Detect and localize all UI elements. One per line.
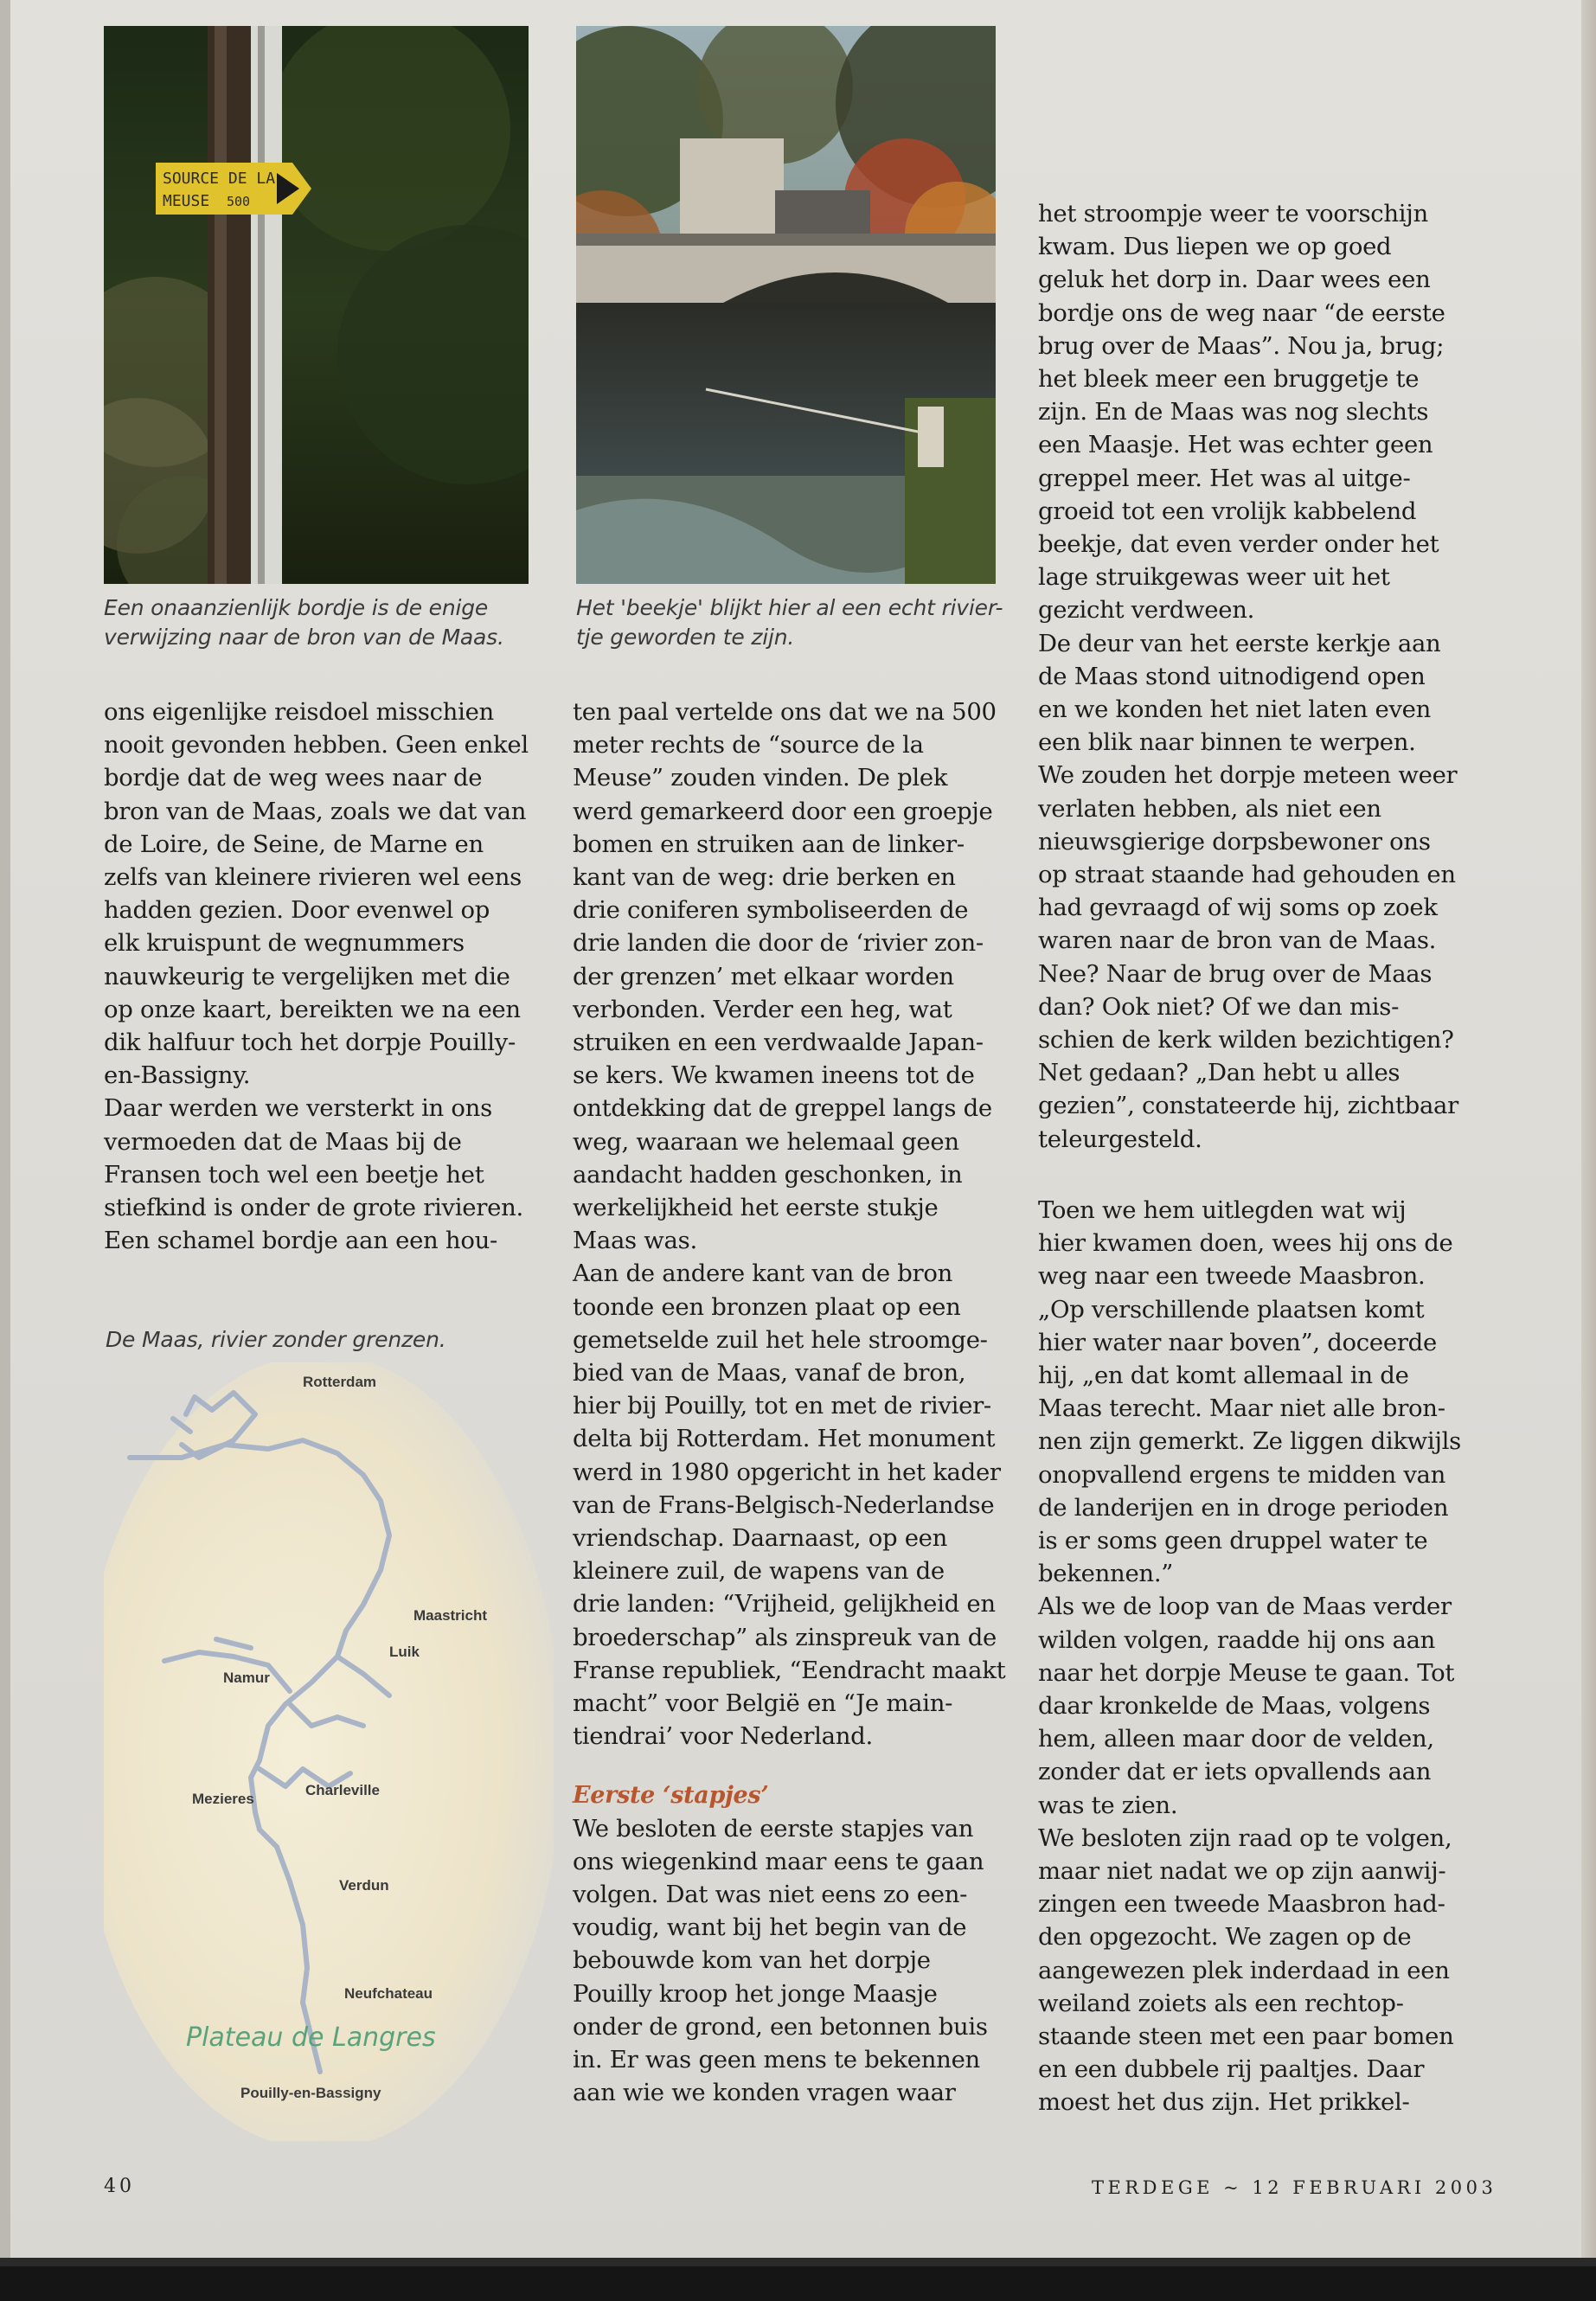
text-line: nauwkeurig te vergelijken met die — [104, 962, 510, 990]
map-maas — [104, 1362, 554, 2141]
text-line: op onze kaart, bereikten we na een — [104, 995, 521, 1023]
maas-map — [104, 1362, 554, 2141]
text-line: beekje, dat even verder onder het — [1038, 530, 1439, 559]
map-label-charleville: Charleville — [305, 1782, 380, 1798]
text-line: bron van de Maas, zoals we dat van — [104, 797, 527, 825]
scan-edge-right — [1581, 0, 1596, 2301]
text-line: stiefkind is onder de grote rivieren. — [104, 1194, 523, 1222]
text-line: We zouden het dorpje meteen weer — [1038, 761, 1458, 790]
caption-line: tje geworden te zijn. — [576, 625, 795, 650]
text-line: en we konden het niet laten even — [1038, 695, 1432, 724]
text-line: hier kwamen doen, wees hij ons de — [1038, 1229, 1453, 1258]
caption-line: Het 'beekje' blijkt hier al een echt rivier- — [576, 595, 1003, 620]
text-line: weg, waaraan we helemaal geen — [573, 1127, 959, 1156]
photo-signpost — [104, 26, 529, 584]
text-line: gemetselde zuil het hele stroomge- — [573, 1325, 988, 1354]
text-line: bekennen.” — [1038, 1560, 1174, 1588]
text-line: had gevraagd of wij soms op zoek — [1038, 894, 1438, 922]
text-line: drie landen: “Vrijheid, gelijkheid en — [573, 1590, 996, 1618]
map-label-pouilly: Pouilly-en-Bassigny — [240, 2085, 381, 2101]
map-label-mezieres: Mezieres — [192, 1791, 254, 1807]
text-line: Maas terecht. Maar niet alle bron- — [1038, 1394, 1445, 1423]
text-line: naar het dorpje Meuse te gaan. Tot — [1038, 1658, 1455, 1687]
text-line: het stroompje weer te voorschijn — [1038, 200, 1428, 228]
text-line: geluk het dorp in. Daar wees een — [1038, 266, 1431, 294]
map-label-plateau: Plateau de Langres — [186, 2022, 436, 2053]
map-label-verdun: Verdun — [339, 1877, 389, 1894]
page-number: 40 — [104, 2176, 135, 2197]
signpost-illustration — [104, 26, 529, 584]
text-line: elk kruispunt de wegnummers — [104, 929, 465, 958]
text-line: Aan de andere kant van de bron — [573, 1259, 953, 1288]
text-line: Meuse” zouden vinden. De plek — [573, 764, 948, 792]
text-line: en-Bassigny. — [104, 1061, 251, 1090]
text-line: den opgezocht. We zagen op de — [1038, 1923, 1412, 1952]
text-line: aangewezen plek inderdaad in een — [1038, 1956, 1450, 1984]
column-3-text — [1038, 197, 1522, 2119]
text-line: is er soms geen druppel water te — [1038, 1526, 1428, 1554]
text-line: We besloten de eerste stapjes van — [573, 1814, 974, 1843]
text-line: bied van de Maas, vanaf de bron, — [573, 1359, 966, 1388]
text-line: Als we de loop van de Maas verder — [1038, 1593, 1452, 1621]
map-label-namur: Namur — [223, 1670, 270, 1686]
text-line: hier water naar boven”, doceerde — [1038, 1328, 1437, 1356]
text-line: drie coniferen symboliseerden de — [573, 896, 969, 925]
map-label-luik: Luik — [389, 1644, 420, 1660]
column-1-text — [104, 695, 554, 1257]
text-line: nen zijn gemerkt. Ze liggen dikwijls — [1038, 1427, 1461, 1456]
map-label-neufchateau: Neufchateau — [344, 1985, 433, 2002]
text-line: het bleek meer een bruggetje te — [1038, 365, 1420, 394]
text-line: hadden gezien. Door evenwel op — [104, 896, 490, 925]
text-line: groeid tot een vrolijk kabbelend — [1038, 497, 1417, 525]
paragraph-spacer — [1038, 1156, 1522, 1194]
photo-bridge — [576, 26, 996, 584]
text-line: aan wie we konden vragen waar — [573, 2079, 956, 2107]
text-line: drie landen die door de ‘rivier zon- — [573, 929, 984, 958]
text-line: vriendschap. Daarnaast, op een — [573, 1524, 948, 1553]
text-line: delta bij Rotterdam. Het monument — [573, 1425, 996, 1453]
sign-text-line2: MEUSE — [163, 192, 210, 210]
text-line: de landerijen en in droge perioden — [1038, 1493, 1449, 1522]
text-line: van de Frans-Belgisch-Nederlandse — [573, 1490, 995, 1519]
scan-edge-left — [0, 0, 10, 2301]
text-line: Franse republiek, “Eendracht maakt — [573, 1656, 1006, 1684]
text-line: de Maas stond uitnodigend open — [1038, 662, 1426, 690]
text-line: De deur van het eerste kerkje aan — [1038, 629, 1441, 657]
text-line: broederschap” als zinspreuk van de — [573, 1623, 997, 1651]
text-line: een blik naar binnen te werpen. — [1038, 728, 1416, 757]
text-line: ten paal vertelde ons dat we na 500 — [573, 698, 997, 726]
text-line: nooit gevonden hebben. Geen enkel — [104, 731, 529, 760]
text-line: gezien”, constateerde hij, zichtbaar — [1038, 1092, 1458, 1120]
text-line: dik halfuur toch het dorpje Pouilly- — [104, 1029, 516, 1057]
text-line: kwam. Dus liepen we op goed — [1038, 233, 1392, 261]
text-line: zijn. En de Maas was nog slechts — [1038, 398, 1429, 426]
text-line: hier bij Pouilly, tot en met de rivier- — [573, 1392, 991, 1420]
photo-bridge-caption — [576, 593, 1009, 652]
text-line: teleurgesteld. — [1038, 1125, 1202, 1153]
text-line: wilden volgen, raadde hij ons aan — [1038, 1625, 1436, 1654]
scan-edge-bottom — [0, 2266, 1596, 2301]
text-line: schien de kerk wilden bezichtigen? — [1038, 1026, 1454, 1054]
text-line: nieuwsgierige dorpsbewoner ons — [1038, 827, 1431, 856]
bridge-illustration — [576, 26, 996, 584]
text-line: in. Er was geen mens te bekennen — [573, 2045, 980, 2073]
photo-signpost-caption — [104, 593, 536, 652]
text-line: brug over de Maas”. Nou ja, brug; — [1038, 331, 1445, 360]
text-line: onder de grond, een betonnen buis — [573, 2012, 988, 2041]
text-line: verlaten hebben, als niet een — [1038, 794, 1381, 823]
text-line: Pouilly kroop het jonge Maasje — [573, 1979, 938, 2008]
text-line: was te zien. — [1038, 1791, 1178, 1819]
text-line: der grenzen’ met elkaar worden — [573, 962, 954, 990]
text-line: hij, „en dat komt allemaal in de — [1038, 1361, 1409, 1389]
magazine-footer: TERDEGE ~ 12 FEBRUARI 2003 — [1092, 2177, 1497, 2198]
text-line: en een dubbele rij paaltjes. Daar — [1038, 2055, 1425, 2084]
text-line: hem, alleen maar door de velden, — [1038, 1725, 1434, 1753]
text-line: de Loire, de Seine, de Marne en — [104, 830, 484, 858]
text-line: Toen we hem uitlegden wat wij — [1038, 1195, 1407, 1224]
text-line: daar kronkelde de Maas, volgens — [1038, 1691, 1431, 1720]
text-line: bebouwde kom van het dorpje — [573, 1946, 931, 1975]
text-line: werd gemarkeerd door een groepje — [573, 797, 993, 825]
caption-line: Een onaanzienlijk bordje is de enige — [104, 595, 489, 620]
text-line: waren naar de bron van de Maas. — [1038, 926, 1437, 955]
text-line: ontdekking dat de greppel langs de — [573, 1094, 992, 1123]
text-line: bordje ons de weg naar “de eerste — [1038, 298, 1445, 327]
text-line: ons wiegenkind maar eens te gaan — [573, 1847, 984, 1875]
text-line: op straat staande had gehouden en — [1038, 861, 1456, 889]
text-line: werd in 1980 opgericht in het kader — [573, 1458, 1001, 1486]
text-line: bomen en struiken aan de linker- — [573, 830, 965, 858]
text-line: Daar werden we versterkt in ons — [104, 1094, 492, 1123]
text-line: lage struikgewas weer uit het — [1038, 563, 1390, 592]
text-line: vermoeden dat de Maas bij de — [104, 1127, 462, 1156]
text-line: aandacht hadden geschonken, in — [573, 1160, 963, 1189]
map-caption: De Maas, rivier zonder grenzen. — [106, 1327, 446, 1352]
map-label-rotterdam: Rotterdam — [303, 1374, 377, 1390]
text-line: toonde een bronzen plaat op een — [573, 1292, 961, 1321]
text-line: kant van de weg: drie berken en — [573, 863, 956, 892]
text-line: een Maasje. Het was echter geen — [1038, 431, 1433, 459]
text-line: werkelijkheid het eerste stukje — [573, 1194, 939, 1222]
sign-distance: 500 — [227, 194, 251, 209]
text-line: ons eigenlijke reisdoel misschien — [104, 698, 494, 726]
text-line: „Op verschillende plaatsen komt — [1038, 1295, 1425, 1324]
text-line: tiendrai’ voor Nederland. — [573, 1722, 873, 1751]
text-line: gezicht verdween. — [1038, 596, 1255, 625]
text-line: weg naar een tweede Maasbron. — [1038, 1262, 1426, 1291]
sign-text-line1: SOURCE DE LA — [163, 170, 276, 188]
text-line: zonder dat er iets opvallends aan — [1038, 1758, 1432, 1786]
text-line: bordje dat de weg wees naar de — [104, 764, 483, 792]
text-line: meter rechts de “source de la — [573, 731, 924, 760]
text-line: kleinere zuil, de wapens van de — [573, 1557, 945, 1586]
text-line: moest het dus zijn. Het prikkel- — [1038, 2088, 1410, 2117]
caption-line: verwijzing naar de bron van de Maas. — [104, 625, 504, 650]
text-line: We besloten zijn raad op te volgen, — [1038, 1823, 1452, 1852]
text-line: zelfs van kleinere rivieren wel eens — [104, 863, 522, 892]
text-line: Een schamel bordje aan een hou- — [104, 1227, 497, 1255]
text-line: Maas was. — [573, 1227, 697, 1255]
text-line: onopvallend ergens te midden van — [1038, 1460, 1446, 1489]
text-line: struiken en een verdwaalde Japan- — [573, 1029, 984, 1057]
text-line: voudig, want bij het begin van de — [573, 1913, 967, 1942]
text-line: zingen een tweede Maasbron had- — [1038, 1890, 1445, 1919]
text-line: maar niet nadat we op zijn aanwij- — [1038, 1856, 1446, 1885]
text-line: greppel meer. Het was al uitge- — [1038, 464, 1411, 492]
text-line: dan? Ook niet? Of we dan mis- — [1038, 992, 1400, 1021]
column-2-text — [573, 695, 1022, 2109]
paragraph-spacer — [573, 1753, 1022, 1779]
text-line: se kers. We kwamen ineens tot de — [573, 1061, 975, 1090]
text-line: verbonden. Verder een heg, wat — [573, 995, 952, 1023]
map-label-maastricht: Maastricht — [413, 1607, 488, 1624]
text-line: macht” voor België en “Je main- — [573, 1689, 953, 1718]
section-subheading: Eerste ‘stapjes’ — [573, 1781, 769, 1809]
text-line: Nee? Naar de brug over de Maas — [1038, 959, 1433, 988]
scan-edge-bottom-line — [0, 2258, 1596, 2266]
text-line: volgen. Dat was niet eens zo een- — [573, 1880, 968, 1908]
text-line: staande steen met een paar bomen — [1038, 2022, 1454, 2050]
text-line: Net gedaan? „Dan hebt u alles — [1038, 1059, 1401, 1087]
text-line: Fransen toch wel een beetje het — [104, 1160, 484, 1189]
text-line: weiland zoiets als een rechtop- — [1038, 1989, 1404, 2017]
